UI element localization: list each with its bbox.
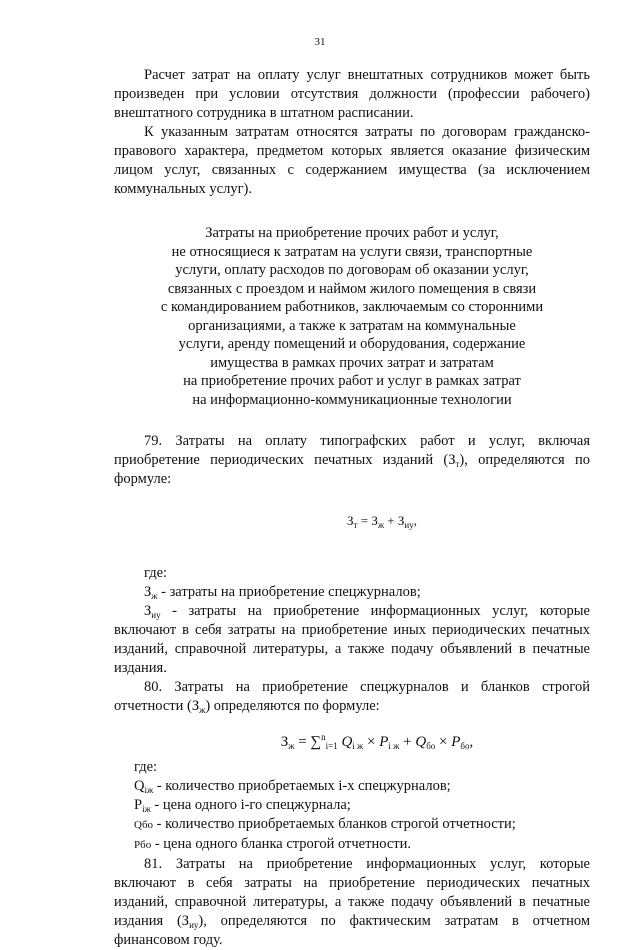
heading-line: услуги, оплату расходов по договорам об оказании услуг, <box>175 262 529 278</box>
variable-symbol: З <box>191 698 200 714</box>
paragraph: Расчет затрат на оплату услуг внештатных сотрудников может быть произведен при условии отсутствия должности (профессии рабочего) внештатного сотрудника в штатном расписании. <box>114 67 590 121</box>
heading-line: имущества в рамках прочих затрат и затратам <box>210 354 494 371</box>
formula-typography-costs: $З_т = З_ж + З_{иу}$, <box>347 513 417 530</box>
definition-item: $З_ж$ - затраты на приобретение спецжурналов; <box>144 584 421 601</box>
heading-line: с командированием работников, заключаемым со сторонними <box>160 299 544 315</box>
page-number: 31 <box>314 36 326 48</box>
paragraph: К указанным затратам относятся затраты по договорам гражданско-правового характера, предметом которых является оказание физическим лицом услуг, связанных с содержанием имущества (за исключением коммунальных услуг). <box>114 124 590 197</box>
definition-item: $З_{иу}$ - затраты на приобретение информационных услуг, которые включают в себя затраты на приобретение иных периодических печатных изданий, справочной литературы, а также подачу объявлений в печатные издания. <box>114 603 590 676</box>
definition-item: $P_{iж}$ - цена одного i-го спецжурнала; <box>134 797 351 814</box>
formula-journals-forms: $З_ж = \sum^n_{i=1}$ $Q_{i ж} \times P_{i ж} + Q_{бо} \times P_{бо}$, <box>280 732 474 751</box>
heading-line: на информационно-коммуникационные технологии <box>192 391 512 408</box>
definition-item: Qбо - количество приобретаемых бланков строгой отчетности; <box>134 816 516 832</box>
heading-line: Затраты на приобретение прочих работ и услуг, <box>205 225 499 241</box>
definition-item: $Q_{iж}$ - количество приобретаемых i-х спецжурналов; <box>134 778 451 795</box>
definition-item: Pбо - цена одного бланка строгой отчетности. <box>134 836 411 852</box>
heading-line: организациями, а также к затратам на коммунальные <box>188 317 516 334</box>
where-label: где: <box>134 759 158 775</box>
heading-line: связанных с проездом и наймом жилого помещения в связи <box>167 280 537 297</box>
item-80-paragraph: 80. Затраты на приобретение спецжурналов и бланков строгой отчетности $(З_ж)$ определяются по формуле: <box>114 679 590 715</box>
document-body <box>114 66 590 950</box>
item-81-paragraph: 81. Затраты на приобретение информационных услуг, которые включают в себя затраты на приобретение периодических печатных изданий, справочной литературы, а также подачу объявлений в печатные издания $(З_{иу})$, определяются по фактическим затратам в отчетном финансовом году. <box>114 856 590 948</box>
heading-line: услуги, аренду помещений и оборудования, содержание <box>178 336 526 352</box>
section-heading <box>114 224 590 409</box>
heading-line: не относящиеся к затратам на услуги связи, транспортные <box>171 243 533 260</box>
variable-symbol: З <box>448 452 456 468</box>
variable-symbol: З <box>181 913 190 929</box>
where-label: где: <box>144 565 168 581</box>
heading-line: на приобретение прочих работ и услуг в рамках затрат <box>183 373 521 389</box>
item-79-paragraph: 79. Затраты на оплату типографских работ и услуг, включая приобретение периодических печатных изданий $(З_т)$, определяются по формуле: <box>114 433 590 487</box>
